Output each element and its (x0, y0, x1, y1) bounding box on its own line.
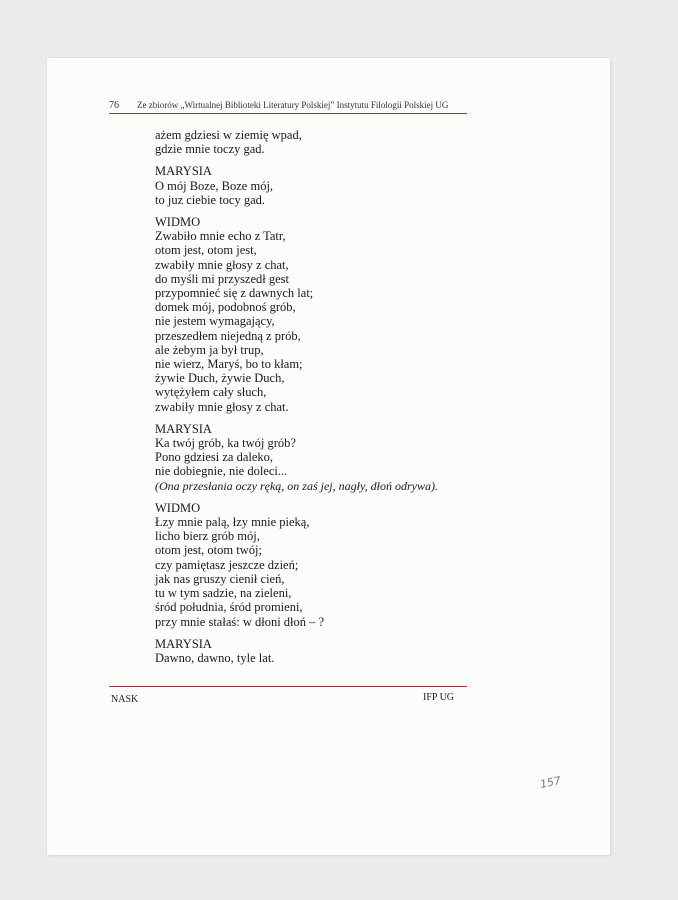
page-number: 76 (109, 100, 119, 111)
verse-line: to juz ciebie tocy gad. (155, 192, 266, 207)
verse-line: domek mój, podobnoś grób, (155, 300, 296, 315)
dialogue-block (155, 422, 555, 493)
verse-line: licho bierz grób mój, (155, 529, 260, 544)
dialogue-block (155, 128, 555, 156)
verse-line: Pono gdziesi za daleko, (155, 450, 274, 465)
verse-line: O mój Boze, Boze mój, (155, 178, 274, 193)
document-page (47, 58, 610, 855)
verse-line: jak nas gruszy cienił cień, (155, 571, 285, 586)
verse-line: przy mnie stałaś: w dłoni dłoń – ? (155, 614, 325, 629)
verse-line: nie dobiegnie, nie doleci... (155, 464, 288, 479)
verse-line: żywie Duch, żywie Duch, (155, 371, 285, 386)
verse-line: Dawno, dawno, tyle lat. (155, 650, 275, 665)
verse-line: śród południa, śród promieni, (155, 600, 303, 615)
speaker-name: WIDMO (155, 500, 201, 515)
verse-line: tu w tym sadzie, na zieleni, (155, 586, 292, 601)
verse-line: zwabiły mnie głosy z chat. (155, 399, 289, 414)
page-header (109, 100, 467, 114)
speaker-name: MARYSIA (155, 636, 212, 651)
verse-line: nie jestem wymagający, (155, 314, 275, 329)
verse-line: wytężyłem cały słuch, (155, 385, 267, 400)
verse-line: Zwabiło mnie echo z Tatr, (155, 229, 286, 244)
dialogue-block (155, 637, 555, 665)
footer-rule (109, 686, 467, 687)
verse-line: ażem gdziesi w ziemię wpad, (155, 128, 302, 142)
verse-line: do myśli mi przyszedł gest (155, 271, 290, 286)
footer-right: IFP UG (423, 692, 455, 703)
verse-line: ale żebym ja był trup, (155, 342, 264, 357)
dialogue-block (155, 164, 555, 207)
speaker-name: WIDMO (155, 215, 201, 230)
verse-line: otom jest, otom twój; (155, 543, 262, 558)
verse-line: Ka twój grób, ka twój grób? (155, 436, 296, 451)
speaker-name: MARYSIA (155, 421, 212, 436)
header-source: Ze zbiorów „Wirtualnej Biblioteki Literatury Polskiej” Instytutu Filologii Polskiej UG (137, 100, 449, 110)
verse-line: gdzie mnie toczy gad. (155, 142, 265, 157)
footer-left: NASK (111, 694, 139, 705)
verse-line: Łzy mnie palą, łzy mnie pieką, (155, 515, 310, 530)
stage-direction: (Ona przesłania oczy ręką, on zaś jej, nagły, dłoń odrywa). (155, 478, 438, 493)
verse-line: zwabiły mnie głosy z chat, (155, 257, 289, 272)
verse-line: nie wierz, Maryś, bo to kłam; (155, 357, 303, 372)
dialogue-block (155, 215, 555, 414)
verse-line: czy pamiętasz jeszcze dzień; (155, 557, 299, 572)
poem-text (155, 128, 555, 673)
verse-line: przypomnieć się z dawnych lat; (155, 286, 314, 301)
handwritten-page-number: 157 (538, 773, 563, 792)
verse-line: otom jest, otom jest, (155, 243, 257, 258)
dialogue-block (155, 501, 555, 629)
verse-line: przeszedłem niejedną z prób, (155, 328, 301, 343)
speaker-name: MARYSIA (155, 164, 212, 179)
